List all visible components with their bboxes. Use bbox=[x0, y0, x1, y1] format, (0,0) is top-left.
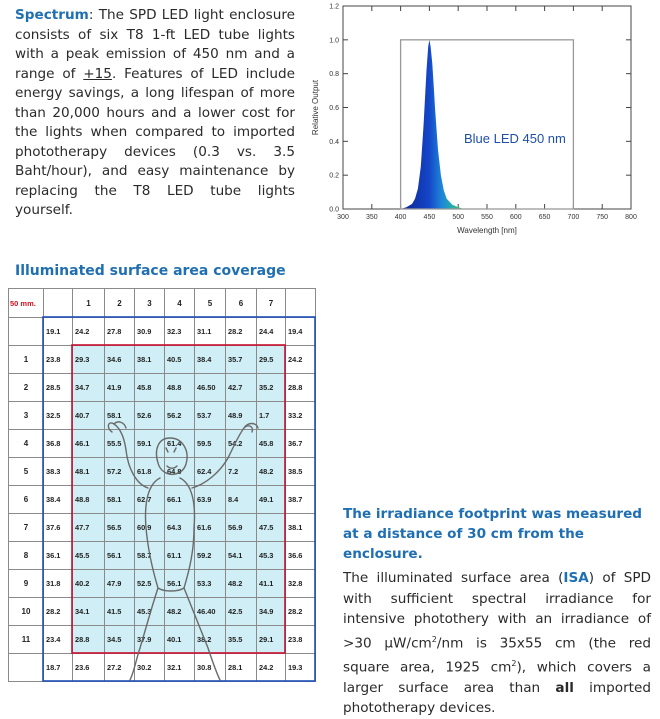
grid-cell: 61.4 bbox=[165, 430, 195, 458]
grid-cell: 23.8 bbox=[44, 346, 73, 374]
infant-stroke bbox=[192, 426, 252, 488]
grid-cell: 32.8 bbox=[286, 570, 316, 598]
grid-cell: 32.1 bbox=[165, 654, 195, 682]
grid-cell: 24.4 bbox=[257, 318, 286, 346]
grid-cell: 40.7 bbox=[73, 402, 105, 430]
coverage-grid bbox=[8, 288, 326, 696]
grid-col-header: 4 bbox=[165, 289, 195, 318]
grid-cell: 27.8 bbox=[105, 318, 135, 346]
enclosure-outline bbox=[43, 317, 315, 681]
grid-cell: 28.8 bbox=[286, 374, 316, 402]
grid-cell: 45.3 bbox=[257, 542, 286, 570]
grid-cell: 23.8 bbox=[286, 626, 316, 654]
grid-row-label: 10 bbox=[9, 598, 44, 626]
grid-cell: 66.1 bbox=[165, 486, 195, 514]
spectrum-plot-frame bbox=[343, 6, 631, 209]
grid-cell: 46.40 bbox=[195, 598, 226, 626]
spectrum-x-label: Wavelength [nm] bbox=[457, 226, 517, 235]
grid-row-label: 9 bbox=[9, 570, 44, 598]
isa-sup-2: 2 bbox=[511, 658, 517, 668]
grid-cell: 47.7 bbox=[73, 514, 105, 542]
grid-row-label: 7 bbox=[9, 514, 44, 542]
intro-text-1: : The SPD LED light enclosure consists of six T8 1-ft LED tube lights with a peak emission of 450 nm and a range of bbox=[15, 7, 295, 82]
grid-cell: 59.2 bbox=[195, 542, 226, 570]
x-tick-label: 650 bbox=[538, 214, 551, 221]
coverage-overlay bbox=[8, 288, 326, 696]
grid-col-header: 7 bbox=[257, 289, 286, 318]
grid-cell: 54.1 bbox=[226, 542, 257, 570]
grid-cell: 28.2 bbox=[286, 598, 316, 626]
grid-cell: 36.1 bbox=[44, 542, 73, 570]
x-tick-label: 450 bbox=[423, 214, 436, 221]
grid-cell: 62.4 bbox=[195, 458, 226, 486]
grid-cell: 38.1 bbox=[135, 346, 165, 374]
grid-cell: 27.2 bbox=[105, 654, 135, 682]
x-tick-label: 600 bbox=[509, 214, 522, 221]
y-tick-label: 0.0 bbox=[329, 206, 339, 214]
grid-cell: 30.2 bbox=[135, 654, 165, 682]
grid-cell: 34.9 bbox=[257, 598, 286, 626]
grid-cell: 61.6 bbox=[195, 514, 226, 542]
x-tick-label: 350 bbox=[365, 214, 378, 221]
grid-cell: 48.9 bbox=[226, 402, 257, 430]
grid-cell: 33.2 bbox=[286, 402, 316, 430]
grid-cell: 54.2 bbox=[226, 430, 257, 458]
grid-cell: 28.1 bbox=[226, 654, 257, 682]
grid-cell: 36.8 bbox=[44, 430, 73, 458]
grid-cell: 28.2 bbox=[44, 598, 73, 626]
x-tick-label: 800 bbox=[625, 214, 637, 221]
grid-cell: 31.1 bbox=[195, 318, 226, 346]
spectrum-annotation: Blue LED 450 nm bbox=[463, 131, 566, 147]
grid-cell: 36.7 bbox=[286, 430, 316, 458]
grid-cell: 34.1 bbox=[73, 598, 105, 626]
grid-cell: 28.5 bbox=[44, 374, 73, 402]
grid-cell: 7.2 bbox=[226, 458, 257, 486]
spectrum-keyword: Spectrum bbox=[15, 7, 89, 23]
y-tick-label: 0.4 bbox=[329, 138, 339, 146]
grid-cell: 38.1 bbox=[286, 514, 316, 542]
grid-cell: 48.2 bbox=[165, 598, 195, 626]
grid-cell: 35.7 bbox=[226, 346, 257, 374]
grid-row-label: 5 bbox=[9, 458, 44, 486]
grid-cell: 55.5 bbox=[105, 430, 135, 458]
grid-cell: 42.7 bbox=[226, 374, 257, 402]
intro-text-2: . Features of LED include energy savings, a long lifespan of more than 20,000 hours and a lower cost for the lights when compared to imported phototherapy devices (0.3 vs. 3.5 Baht/hour), and easy maintenance by replacing the T8 LED tube lights yourself. bbox=[15, 65, 295, 218]
infant-stroke bbox=[146, 478, 195, 591]
grid-cell: 29.3 bbox=[73, 346, 105, 374]
grid-cell: 61.1 bbox=[165, 542, 195, 570]
grid-cell: 48.8 bbox=[73, 486, 105, 514]
grid-cell: 30.9 bbox=[135, 318, 165, 346]
grid-row-label: 8 bbox=[9, 542, 44, 570]
grid-cell: 64.3 bbox=[165, 514, 195, 542]
grid-cell: 56.1 bbox=[105, 542, 135, 570]
grid-cell: 47.9 bbox=[105, 570, 135, 598]
grid-cell: 40.2 bbox=[73, 570, 105, 598]
grid-row-label: 1 bbox=[9, 346, 44, 374]
grid-cell: 28.2 bbox=[226, 318, 257, 346]
grid-cell: 32.3 bbox=[165, 318, 195, 346]
intro-paragraph bbox=[15, 6, 295, 221]
grid-col-header: 2 bbox=[105, 289, 135, 318]
grid-cell: 49.1 bbox=[257, 486, 286, 514]
isa-text-5: imported phototherapy devices. bbox=[343, 679, 651, 717]
grid-col-header: 5 bbox=[195, 289, 226, 318]
grid-cell: 19.3 bbox=[286, 654, 316, 682]
grid-cell: 40.1 bbox=[165, 626, 195, 654]
grid-cell: 24.2 bbox=[286, 346, 316, 374]
grid-cell: 48.2 bbox=[257, 458, 286, 486]
grid-cell: 53.3 bbox=[195, 570, 226, 598]
grid-col-header: 3 bbox=[135, 289, 165, 318]
grid-cell: 46.50 bbox=[195, 374, 226, 402]
grid-cell: 38.2 bbox=[195, 626, 226, 654]
grid-cell: 38.4 bbox=[195, 346, 226, 374]
grid-cell: 56.2 bbox=[165, 402, 195, 430]
grid-row-label: 3 bbox=[9, 402, 44, 430]
grid-cell: 59.1 bbox=[135, 430, 165, 458]
grid-cell: 31.8 bbox=[44, 570, 73, 598]
infant-stroke bbox=[108, 423, 148, 488]
grid-cell: 8.4 bbox=[226, 486, 257, 514]
grid-cell: 28.8 bbox=[73, 626, 105, 654]
coverage-heading: Illuminated surface area coverage bbox=[15, 263, 286, 279]
grid-cell: 56.1 bbox=[165, 570, 195, 598]
isa-sup-1: 2 bbox=[431, 634, 437, 644]
grid-cell: 30.8 bbox=[195, 654, 226, 682]
grid-cell: 45.5 bbox=[73, 542, 105, 570]
spectrum-series-area bbox=[401, 40, 464, 209]
grid-cell: 36.6 bbox=[286, 542, 316, 570]
grid-cell: 38.3 bbox=[44, 458, 73, 486]
y-tick-label: 1.2 bbox=[329, 3, 339, 11]
grid-cell: 42.5 bbox=[226, 598, 257, 626]
x-tick-label: 750 bbox=[596, 214, 609, 221]
grid-cell: 48.1 bbox=[73, 458, 105, 486]
grid-cell: 62.7 bbox=[135, 486, 165, 514]
grid-cell: 38.5 bbox=[286, 458, 316, 486]
grid-cell: 41.5 bbox=[105, 598, 135, 626]
footprint-note: The irradiance footprint was measured at a distance of 30 cm from the enclosure. bbox=[343, 506, 643, 562]
grid-cell: 58.1 bbox=[105, 486, 135, 514]
infant-sketch-icon bbox=[108, 422, 258, 680]
grid-cell: 34.6 bbox=[105, 346, 135, 374]
infant-stroke bbox=[130, 588, 158, 680]
grid-cell: 38.7 bbox=[286, 486, 316, 514]
spectrum-y-label: Relative Output bbox=[311, 79, 320, 136]
grid-cell: 23.6 bbox=[73, 654, 105, 682]
grid-cell: 52.5 bbox=[135, 570, 165, 598]
grid-row-label: 6 bbox=[9, 486, 44, 514]
grid-row-label: 11 bbox=[9, 626, 44, 654]
isa-red-square bbox=[72, 345, 285, 653]
grid-col-header: 6 bbox=[226, 289, 257, 318]
y-tick-label: 1.0 bbox=[329, 37, 339, 45]
grid-cell: 32.5 bbox=[44, 402, 73, 430]
grid-cell: 48.8 bbox=[165, 374, 195, 402]
grid-cell: 19.1 bbox=[44, 318, 73, 346]
grid-cell: 41.9 bbox=[105, 374, 135, 402]
grid-row-label: 2 bbox=[9, 374, 44, 402]
grid-cell: 56.5 bbox=[105, 514, 135, 542]
grid-cell: 45.8 bbox=[135, 374, 165, 402]
y-tick-label: 0.8 bbox=[329, 71, 339, 79]
isa-text-2: ) of SPD with sufficient spectral irradiance for intensive photothery with an irradiance of >30 µW/cm bbox=[343, 570, 651, 652]
grid-corner-label: 50 mm. bbox=[9, 289, 44, 318]
grid-cell: 58.1 bbox=[105, 402, 135, 430]
grid-cell: 56.9 bbox=[226, 514, 257, 542]
grid-cell: 45.3 bbox=[135, 598, 165, 626]
x-tick-label: 700 bbox=[567, 214, 580, 221]
grid-cell: 53.7 bbox=[195, 402, 226, 430]
grid-cell: 63.9 bbox=[195, 486, 226, 514]
grid-cell: 29.5 bbox=[257, 346, 286, 374]
grid-cell: 46.1 bbox=[73, 430, 105, 458]
isa-bold-all: all bbox=[555, 679, 574, 696]
grid-cell: 61.8 bbox=[135, 458, 165, 486]
grid-cell: 59.5 bbox=[195, 430, 226, 458]
grid-cell: 45.8 bbox=[257, 430, 286, 458]
infant-stroke bbox=[166, 448, 177, 468]
grid-cell: 64.8 bbox=[165, 458, 195, 486]
grid-cell: 37.6 bbox=[44, 514, 73, 542]
grid-cell: 34.5 bbox=[105, 626, 135, 654]
x-tick-label: 550 bbox=[481, 214, 493, 221]
x-tick-label: 500 bbox=[452, 214, 465, 221]
grid-cell: 58.7 bbox=[135, 542, 165, 570]
isa-text-3: /nm is 35x55 cm (the red square area, 1925 cm bbox=[343, 635, 651, 676]
grid-cell: 24.2 bbox=[73, 318, 105, 346]
grid-cell: 57.2 bbox=[105, 458, 135, 486]
grid-cell: 35.2 bbox=[257, 374, 286, 402]
grid-cell: 35.5 bbox=[226, 626, 257, 654]
grid-cell: 29.1 bbox=[257, 626, 286, 654]
x-tick-label: 300 bbox=[337, 214, 349, 221]
infant-stroke bbox=[184, 588, 220, 680]
y-tick-label: 0.2 bbox=[329, 172, 339, 180]
isa-text-1: The illuminated surface area ( bbox=[343, 570, 564, 586]
spectrum-chart bbox=[306, 0, 656, 250]
intro-range: +15 bbox=[83, 65, 112, 82]
grid-cell: 34.7 bbox=[73, 374, 105, 402]
grid-cell: 1.7 bbox=[257, 402, 286, 430]
grid-cell: 37.9 bbox=[135, 626, 165, 654]
isa-acronym: ISA bbox=[563, 570, 589, 586]
grid-cell: 41.1 bbox=[257, 570, 286, 598]
grid-cell: 18.7 bbox=[44, 654, 73, 682]
grid-cell: 24.2 bbox=[257, 654, 286, 682]
grid-row-label: 4 bbox=[9, 430, 44, 458]
grid-cell: 23.4 bbox=[44, 626, 73, 654]
grid-col-header: 1 bbox=[73, 289, 105, 318]
isa-text-4: ), which covers a larger surface area than bbox=[343, 659, 651, 696]
grid-cell: 40.5 bbox=[165, 346, 195, 374]
y-tick-label: 0.6 bbox=[329, 105, 339, 112]
grid-cell: 47.5 bbox=[257, 514, 286, 542]
grid-cell: 52.6 bbox=[135, 402, 165, 430]
grid-cell: 48.2 bbox=[226, 570, 257, 598]
grid-cell: 19.4 bbox=[286, 318, 316, 346]
x-tick-label: 400 bbox=[394, 214, 407, 221]
grid-cell: 38.4 bbox=[44, 486, 73, 514]
grid-cell: 60.9 bbox=[135, 514, 165, 542]
isa-paragraph bbox=[343, 568, 651, 719]
